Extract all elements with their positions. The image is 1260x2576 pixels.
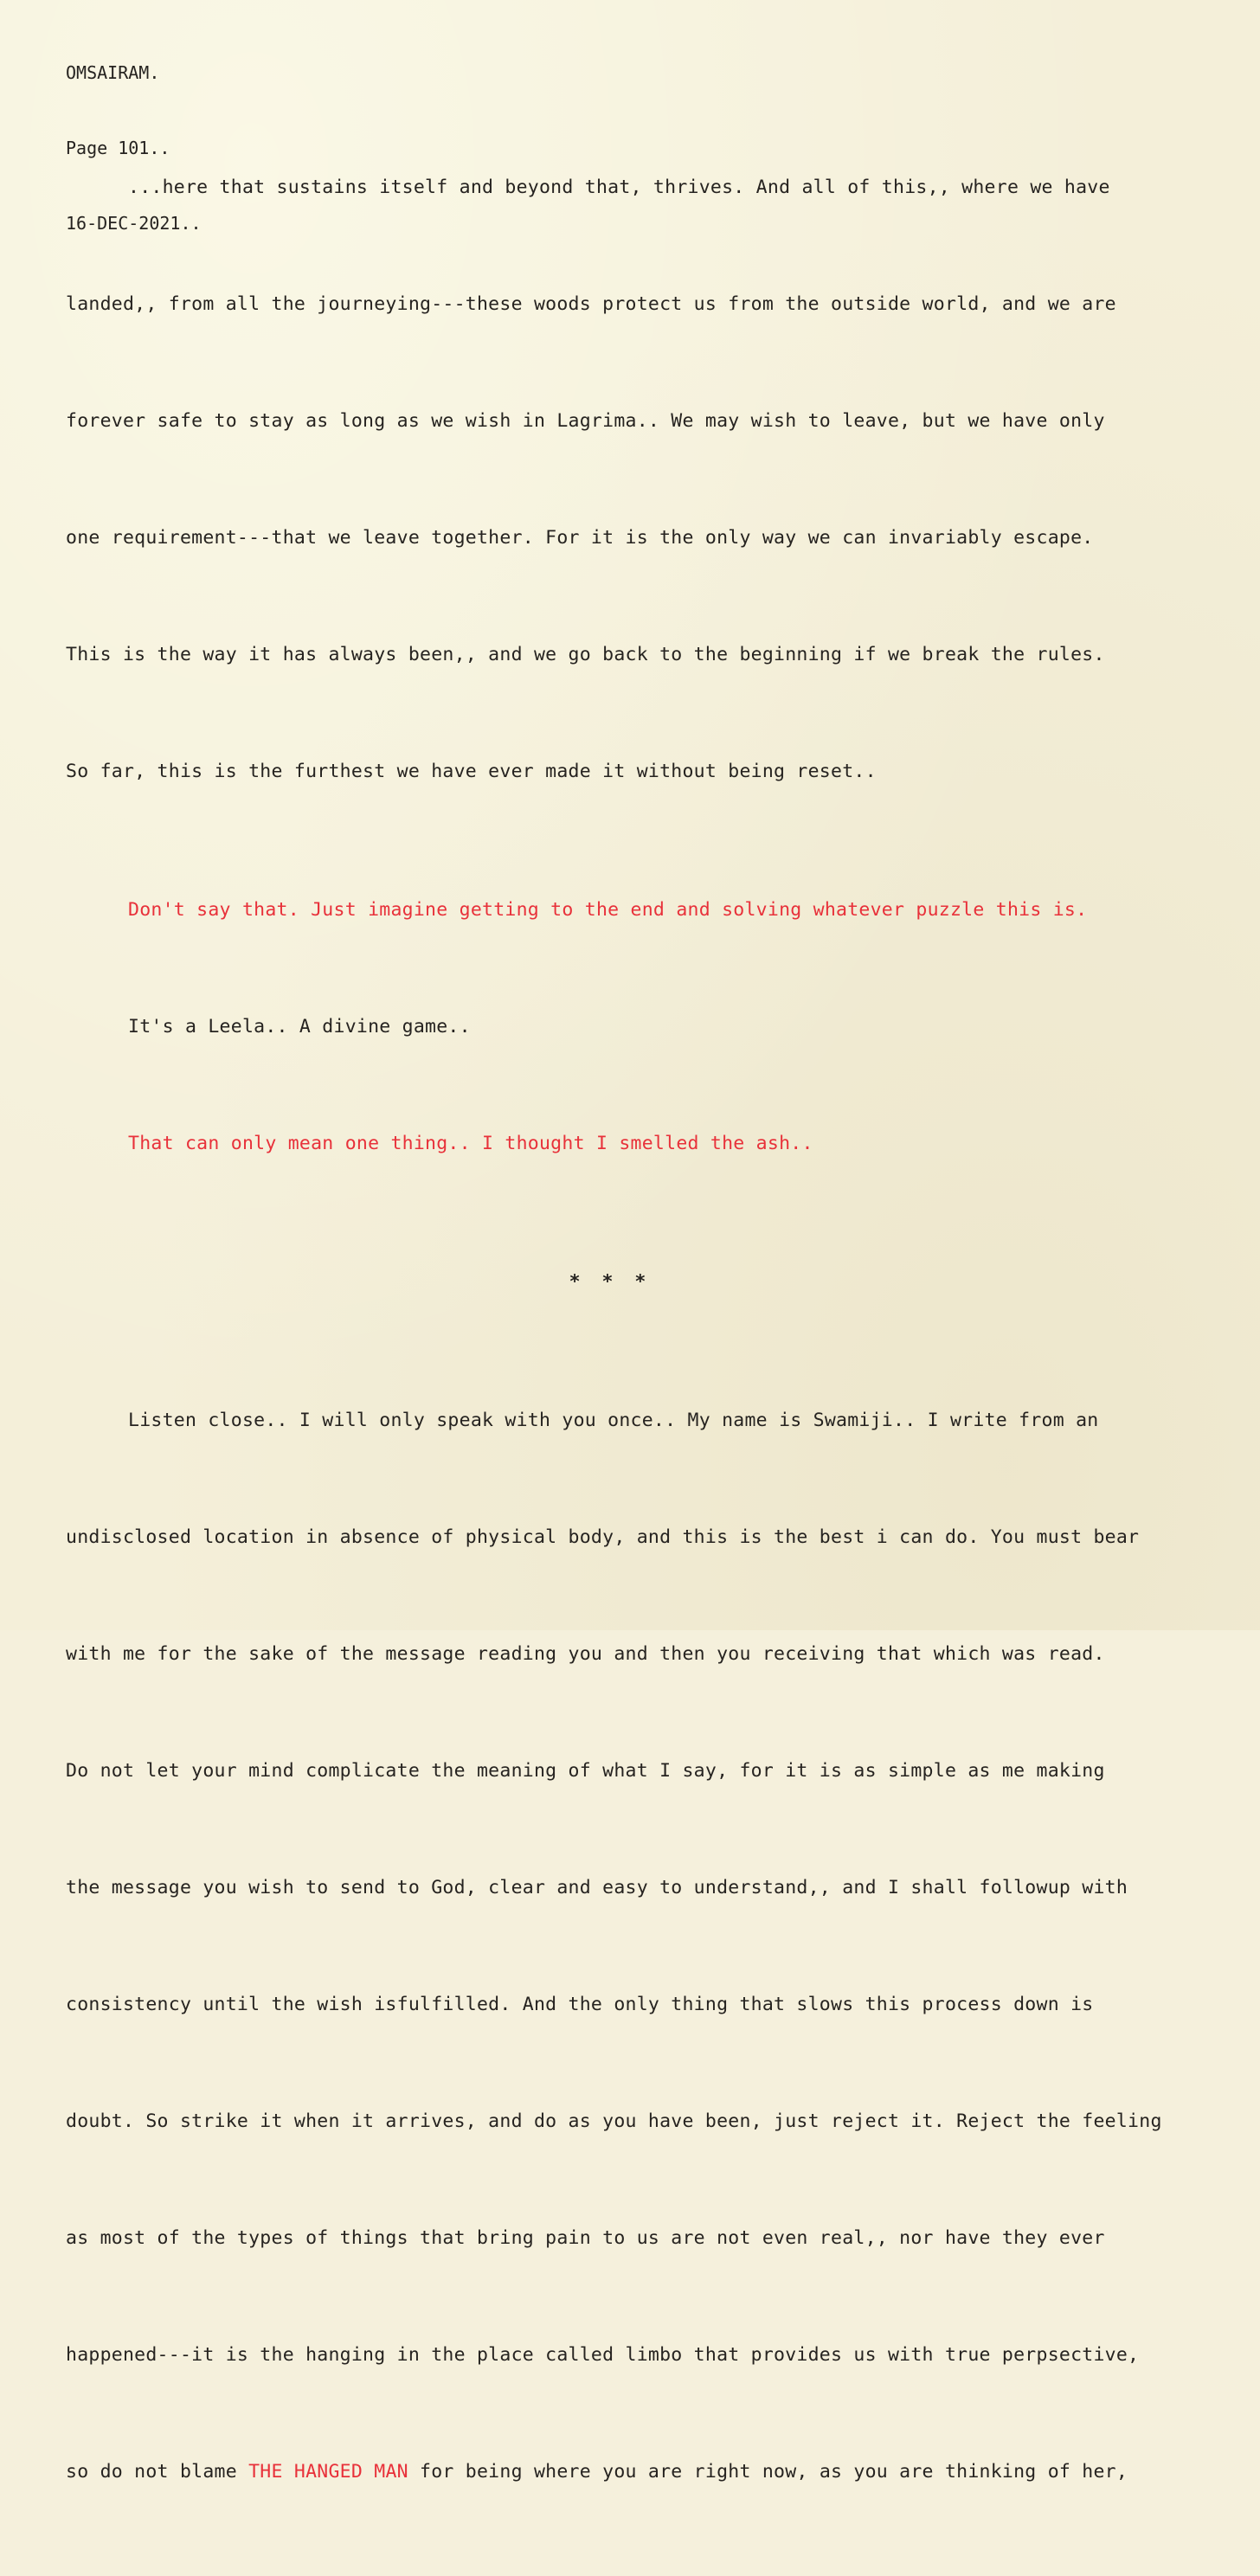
text-line: landed,, from all the journeying---these woods protect us from the outside world, and we are [66,293,1116,315]
dialogue-line-red: That can only mean one thing.. I thought I smelled the ash.. [128,1133,813,1154]
text-line: So far, this is the furthest we have ever made it without being reset.. [66,761,877,782]
text-line: doubt. So strike it when it arrives, and do as you have been, just reject it. Reject the feeling [66,2110,1162,2132]
text-line: with me for the sake of the message reading you and then you receiving that which was read. [66,1643,1105,1665]
header-title: OMSAIRAM. [66,62,160,83]
text-line: undisclosed location in absence of physical body, and this is the best i can do. You must bear [66,1526,1140,1548]
text-line: Listen close.. I will only speak with you once.. My name is Swamiji.. I write from an [128,1410,1099,1431]
text-line: one requirement---that we leave together. For it is the only way we can invariably escape. [66,527,1094,549]
text-line: This is the way it has always been,, and we go back to the beginning if we break the rules. [66,644,1105,665]
header-date: 16-DEC-2021.. [66,213,202,234]
text-line: consistency until the wish isfulfilled. And the only thing that slows this process down is [66,1994,1094,2015]
text-line: Do not let your mind complicate the meaning of what I say, for it is as simple as me making [66,1760,1105,1782]
header-page-number: Page 101.. [66,138,170,158]
text-line: the message you wish to send to God, clear and easy to understand,, and I shall followup with [66,1877,1128,1898]
text-line: forever safe to stay as long as we wish in Lagrima.. We may wish to leave, but we have only [66,410,1105,432]
dialogue-line: It's a Leela.. A divine game.. [128,1016,471,1037]
text-segment: so do not blame [66,2461,249,2483]
text-line: happened---it is the hanging in the place called limbo that provides us with true perpsective, [66,2344,1140,2366]
section-separator: * * * [569,1271,652,1293]
page-body [66,132,1253,2576]
text-line-last [66,2459,1253,2533]
text-line: as most of the types of things that bring pain to us are not even real,, nor have they ever [66,2227,1105,2249]
text-line: ...here that sustains itself and beyond that, thrives. And all of this,, where we have [128,177,1110,198]
hanged-man-emphasis: THE HANGED MAN [248,2461,408,2483]
text-segment: for being where you are right now, as you are thinking of her, [408,2461,1128,2483]
dialogue-line-red: Don't say that. Just imagine getting to the end and solving whatever puzzle this is. [128,899,1088,921]
